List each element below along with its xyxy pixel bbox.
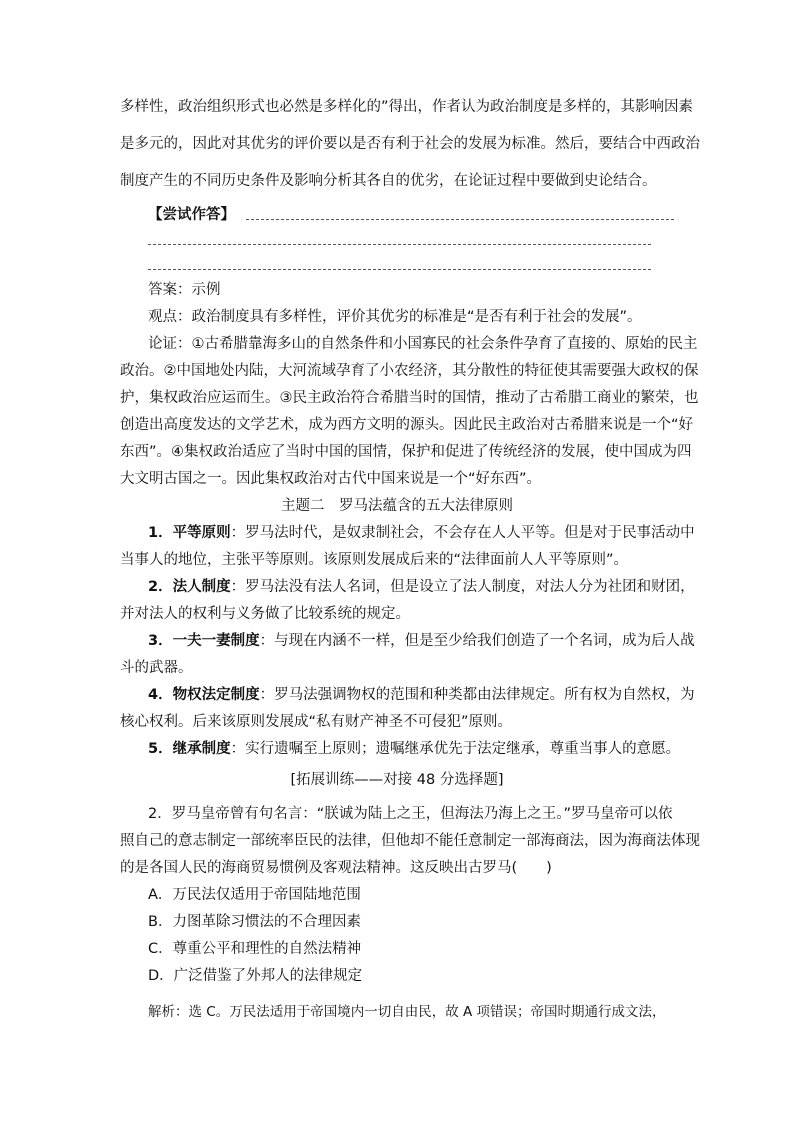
principle-label: 4．物权法定制度: [148, 687, 260, 703]
answer-title: 答案：示例: [148, 282, 221, 298]
answer-argument-line: 护，集权政治应运而生。③民主政治符合希腊当时的国情，推动了古希腊工商业的繁荣，也: [120, 390, 699, 406]
principle-label: 2．法人制度: [148, 579, 231, 595]
principle-text: ：与现在内涵不一样，但是至少给我们创造了一个名词，成为后人战: [259, 633, 695, 649]
principle-label: 5．继承制度: [148, 741, 231, 757]
question-line: 的是各国人民的海商贸易惯例及客观法精神。这反映出古罗马( ): [120, 860, 552, 876]
answer-argument-line: 政治。②中国地处内陆，大河流域孕育了小农经济，其分散性的特征使其需要强大政权的保: [120, 363, 699, 379]
theme-title: 主题二 罗马法蕴含的五大法律原则: [281, 498, 513, 514]
intro-line-1: 多样性，政治组织形式也必然是多样化的”得出，作者认为政治制度是多样的，其影响因素: [120, 99, 694, 115]
intro-line-3: 制度产生的不同历史条件及影响分析其各自的优劣，在论证过程中要做到史论结合。: [120, 173, 657, 189]
answer-viewpoint: 观点：政治制度具有多样性，评价其优劣的标准是“是否有利于社会的发展”。: [148, 309, 642, 325]
answer-argument-line: 创造出高度发达的文学艺术，成为西方文明的源头。因此民主政治对古希腊来说是一个“好: [120, 417, 694, 433]
principle-continuation: 当事人的地位，主张平等原则。该原则发展成后来的“法律面前人人平等原则”。: [120, 552, 629, 568]
answer-argument-line: 论证：①古希腊靠海多山的自然条件和小国寡民的社会条件孕育了直接的、原始的民主: [148, 336, 698, 352]
option-d[interactable]: D．广泛借鉴了外邦人的法律规定: [148, 968, 363, 984]
principle-label: 3．一夫一妻制度: [148, 633, 260, 649]
principle-text: ：罗马法时代，是奴隶制社会，不会存在人人平等。但是对于民事活动中: [230, 525, 695, 541]
question-line: 2．罗马皇帝曾有句名言：“朕诚为陆上之王，但海法乃海上之王。”罗马皇帝可以依: [148, 806, 673, 822]
intro-line-2: 是多元的，因此对其优劣的评价要以是否有利于社会的发展为标准。然后，要结合中西政治: [120, 136, 700, 152]
attempt-label: 【尝试作答】: [148, 207, 235, 223]
principle-line: [148, 631, 695, 651]
principle-text: ：实行遗嘱至上原则；遗嘱继承优先于法定继承，尊重当事人的意愿。: [230, 741, 681, 757]
answer-blank-line-2[interactable]: [148, 244, 651, 245]
answer-blank-line-3[interactable]: [148, 269, 651, 270]
option-b[interactable]: B．力图革除习惯法的不合理因素: [148, 914, 361, 930]
answer-blank-line-1[interactable]: [246, 219, 674, 220]
answer-argument-line: 大文明古国之一。因此集权政治对古代中国来说是一个“好东西”。: [120, 471, 542, 487]
principle-line: [148, 685, 695, 705]
principle-continuation: 斗的武器。: [120, 660, 193, 676]
principle-text: ：罗马法没有法人名词，但是设立了法人制度，对法人分为社团和财团，: [230, 579, 695, 595]
option-a[interactable]: A．万民法仅适用于帝国陆地范围: [148, 887, 361, 903]
question-line: 照自己的意志制定一部统率臣民的法律，但他却不能任意制定一部海商法，因为海商法体现: [120, 833, 700, 849]
principle-continuation: 核心权利。后来该原则发展成“私有财产神圣不可侵犯”原则。: [120, 714, 513, 730]
principle-continuation: 并对法人的权利与义务做了比较系统的规定。: [120, 606, 410, 622]
option-c[interactable]: C．尊重公平和理性的自然法精神: [148, 941, 362, 957]
principle-line: [148, 739, 680, 759]
answer-argument-line: 东西”。④集权政治适应了当时中国的国情，保护和促进了传统经济的发展，使中国成为四: [120, 444, 692, 460]
analysis-line: 解析：选 C。万民法适用于帝国境内一切自由民，故 A 项错误；帝国时期通行成文法，: [148, 1004, 666, 1020]
principle-label: 1．平等原则: [148, 525, 231, 541]
practice-title: [拓展训练——对接 48 分选择题]: [290, 772, 504, 788]
principle-line: [148, 577, 695, 597]
principle-line: [148, 523, 695, 543]
principle-text: ：罗马法强调物权的范围和种类都由法律规定。所有权为自然权，为: [259, 687, 695, 703]
